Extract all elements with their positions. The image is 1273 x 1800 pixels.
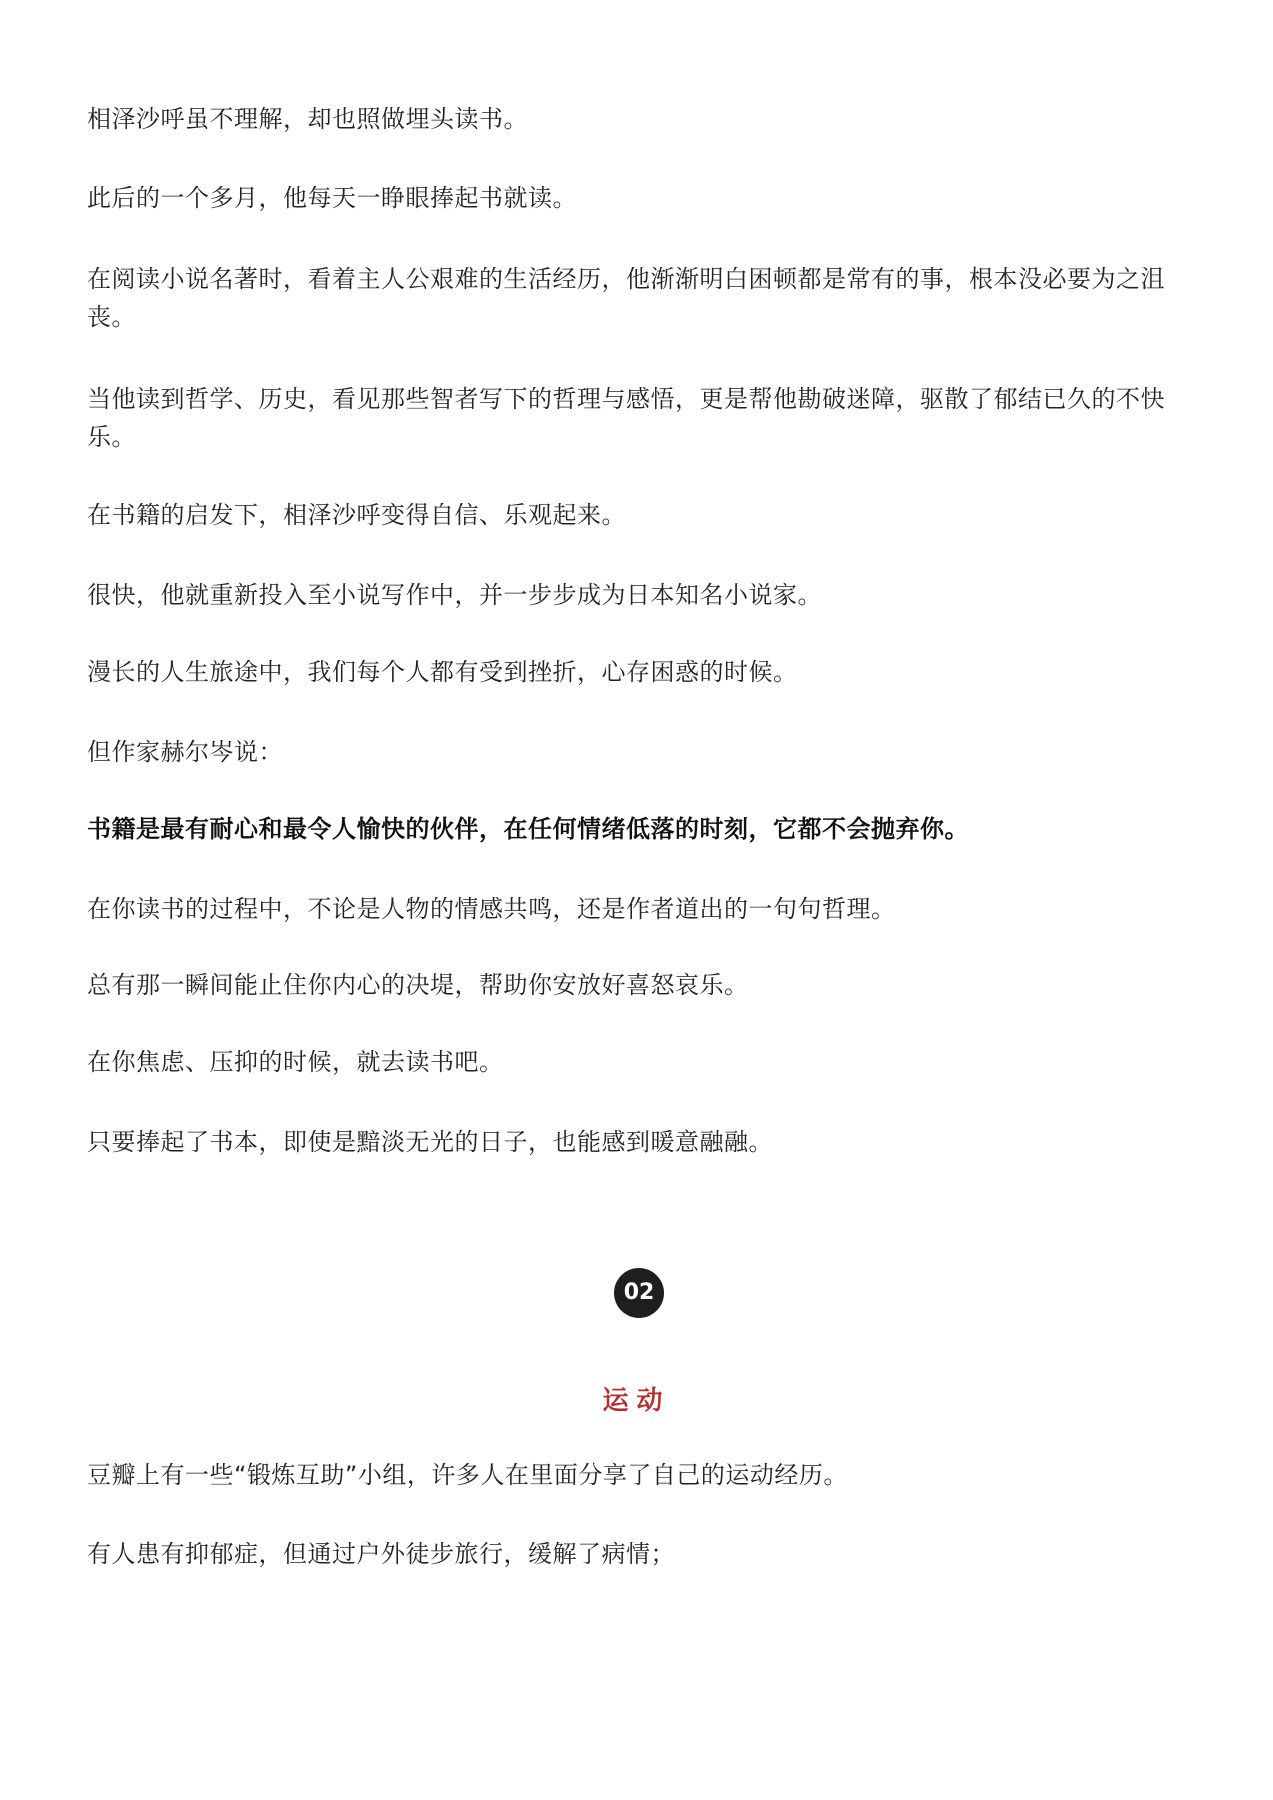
section-title: 运动	[602, 1386, 671, 1416]
paragraph: 相泽沙呼虽不理解，却也照做埋头读书。	[87, 105, 528, 133]
paragraph: 漫长的人生旅途中，我们每个人都有受到挫折，心存困惑的时候。	[87, 658, 798, 686]
paragraph: 但作家赫尔岑说：	[87, 738, 283, 766]
paragraph: 只要捧起了书本，即使是黯淡无光的日子，也能感到暖意融融。	[87, 1128, 773, 1156]
paragraph: 豆瓣上有一些“锻炼互助”小组，许多人在里面分享了自己的运动经历。	[87, 1461, 848, 1489]
paragraph: 在你读书的过程中，不论是人物的情感共鸣，还是作者道出的一句句哲理。	[87, 895, 896, 923]
paragraph: 在阅读小说名著时，看着主人公艰难的生活经历，他渐渐明白困顿都是常有的事，根本没必要为之沮丧。	[87, 265, 1165, 331]
section-number-badge: 02	[614, 1268, 664, 1318]
paragraph: 有人患有抑郁症，但通过户外徒步旅行，缓解了病情；	[87, 1540, 675, 1568]
paragraph: 当他读到哲学、历史，看见那些智者写下的哲理与感悟，更是帮他勘破迷障，驱散了郁结已久的不快乐。	[87, 385, 1165, 451]
quote-paragraph: 书籍是最有耐心和最令人愉快的伙伴，在任何情绪低落的时刻，它都不会抛弃你。	[87, 815, 969, 843]
paragraph: 总有那一瞬间能止住你内心的决堤，帮助你安放好喜怒哀乐。	[87, 971, 749, 999]
paragraph: 在书籍的启发下，相泽沙呼变得自信、乐观起来。	[87, 501, 626, 529]
paragraph: 此后的一个多月，他每天一睁眼捧起书就读。	[87, 184, 577, 212]
paragraph: 在你焦虑、压抑的时候，就去读书吧。	[87, 1048, 504, 1076]
paragraph: 很快，他就重新投入至小说写作中，并一步步成为日本知名小说家。	[87, 581, 822, 609]
